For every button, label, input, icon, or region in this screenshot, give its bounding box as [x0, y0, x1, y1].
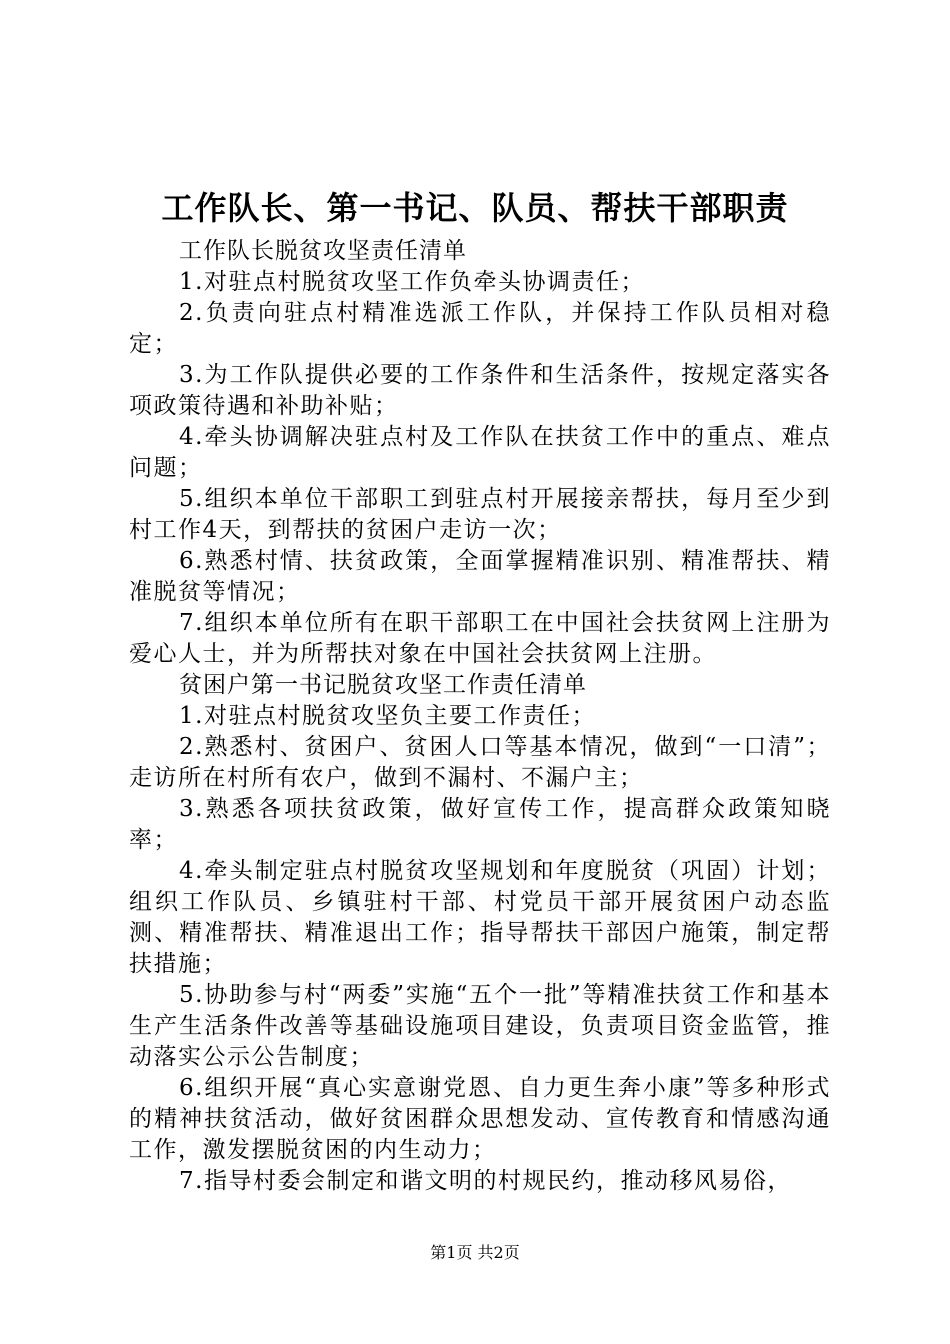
paragraph: 5.协助参与村“两委”实施“五个一批”等精准扶贫工作和基本生产生活条件改善等基础设施项目建设，负责项目资金监管，推动落实公示公告制度；: [129, 982, 831, 1070]
paragraph: 4.牵头协调解决驻点村及工作队在扶贫工作中的重点、难点问题；: [129, 424, 831, 481]
paragraph: 7.组织本单位所有在职干部职工在中国社会扶贫网上注册为爱心人士，并为所帮扶对象在中国社会扶贫网上注册。: [129, 610, 831, 667]
paragraph: 7.指导村委会制定和谐文明的村规民约，推动移风易俗，: [179, 1168, 792, 1194]
paragraph: 2.负责向驻点村精准选派工作队，并保持工作队员相对稳定；: [129, 300, 831, 357]
paragraph: 4.牵头制定驻点村脱贫攻坚规划和年度脱贫（巩固）计划；组织工作队员、乡镇驻村干部、村党员干部开展贫困户动态监测、精准帮扶、精准退出工作；指导帮扶干部因户施策，制定帮扶措施；: [129, 858, 831, 977]
paragraph: 1.对驻点村脱贫攻坚工作负牵头协调责任；: [179, 269, 645, 295]
section-heading-first-secretary: 贫困户第一书记脱贫攻坚工作责任清单: [179, 672, 587, 698]
paragraph: 6.组织开展“真心实意谢党恩、自力更生奔小康”等多种形式的精神扶贫活动，做好贫困群众思想发动、宣传教育和情感沟通工作，激发摆脱贫困的内生动力；: [129, 1075, 831, 1163]
section-heading-team-leader: 工作队长脱贫攻坚责任清单: [179, 238, 467, 264]
paragraph: 3.为工作队提供必要的工作条件和生活条件，按规定落实各项政策待遇和补助补贴；: [129, 362, 831, 419]
paragraph: 3.熟悉各项扶贫政策，做好宣传工作，提高群众政策知晓率；: [129, 796, 831, 853]
page-footer: 第1页 共2页: [430, 1243, 520, 1262]
paragraph: 6.熟悉村情、扶贫政策，全面掌握精准识别、精准帮扶、精准脱贫等情况；: [129, 548, 831, 605]
paragraph: 5.组织本单位干部职工到驻点村开展接亲帮扶，每月至少到村工作4天，到帮扶的贫困户走访一次；: [129, 486, 831, 543]
document-title: 工作队长、第一书记、队员、帮扶干部职责: [161, 189, 789, 227]
paragraph: 2.熟悉村、贫困户、贫困人口等基本情况，做到“一口清”；走访所在村所有农户，做到不漏村、不漏户主；: [129, 734, 831, 791]
paragraph: 1.对驻点村脱贫攻坚负主要工作责任；: [179, 703, 596, 729]
document-body: [129, 236, 831, 1197]
